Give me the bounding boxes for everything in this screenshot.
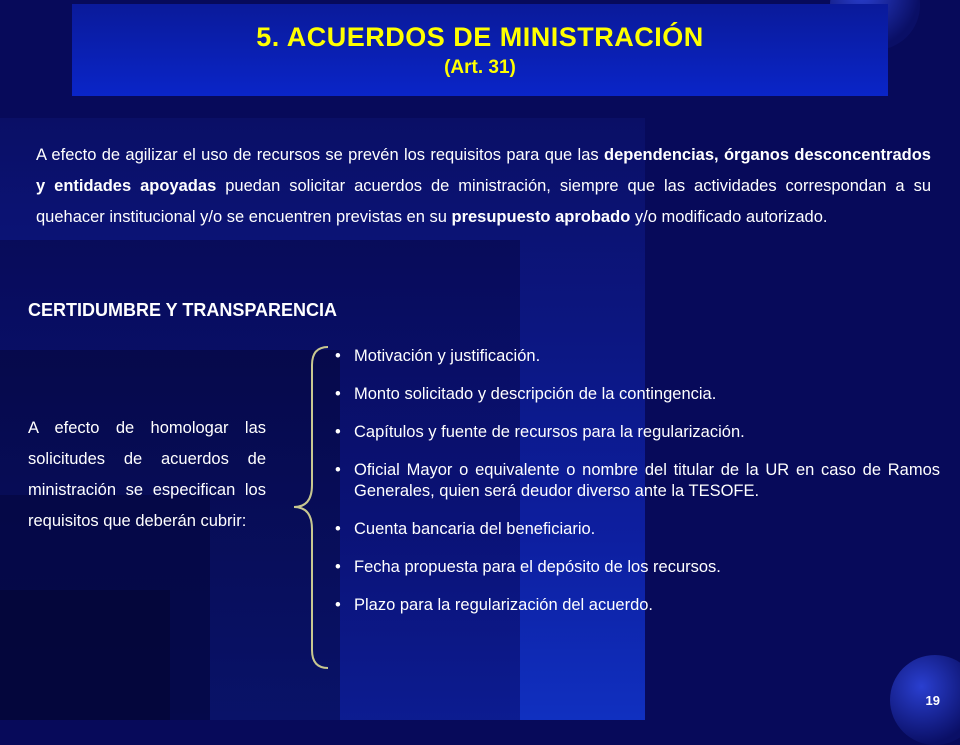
intro-text: A efecto de agilizar el uso de recursos se prevén los requisitos para que las [36,146,604,164]
list-item [335,595,940,616]
slide-title: 5. ACUERDOS DE MINISTRACIÓN [256,22,704,52]
requirement-text: Capítulos y fuente de recursos para la regularización. [354,423,745,441]
bullet-icon: • [335,520,341,538]
curly-brace-icon [290,345,330,670]
bullet-icon: • [335,423,341,441]
background-panel [0,590,170,720]
requirement-text: Plazo para la regularización del acuerdo. [354,596,654,614]
requirement-text: Oficial Mayor o equivalente o nombre del titular de la UR en caso de Ramos Generales, quien será deudor diverso ante la TESOFE. [354,461,940,500]
requirement-text: Fecha propuesta para el depósito de los recursos. [354,558,721,576]
list-item [335,519,940,540]
requirement-text: Monto solicitado y descripción de la contingencia. [354,385,717,403]
list-item [335,460,940,502]
intro-text: y/o modificado autorizado. [630,208,828,226]
bullet-icon: • [335,385,341,403]
slide-subtitle: (Art. 31) [444,57,516,78]
intro-paragraph [36,140,931,233]
intro-bold-text: dependencias, órganos desconcentrados y entidades apoyadas [36,146,931,195]
bullet-icon: • [335,461,341,479]
bullet-icon: • [335,347,341,365]
section-title: CERTIDUMBRE Y TRANSPARENCIA [28,300,338,320]
intro-bold-text: presupuesto aprobado [451,208,631,226]
requirements-list [335,346,940,633]
page-number: 19 [925,693,940,708]
intro-text: puedan solicitar acuerdos de ministración, siempre que las actividades correspondan a su quehacer institucional y/o se encuentren previstas en su [36,177,931,226]
bullet-icon: • [335,558,341,576]
list-item [335,384,940,405]
requirements-intro-text: A efecto de homologar las solicitudes de acuerdos de ministración se especifican los requisitos que deberán cubrir: [28,419,266,530]
title-banner [72,4,888,96]
requirement-text: Cuenta bancaria del beneficiario. [354,520,596,538]
requirement-text: Motivación y justificación. [354,347,541,365]
list-item [335,557,940,578]
bullet-icon: • [335,596,341,614]
list-item [335,346,940,367]
list-item [335,422,940,443]
